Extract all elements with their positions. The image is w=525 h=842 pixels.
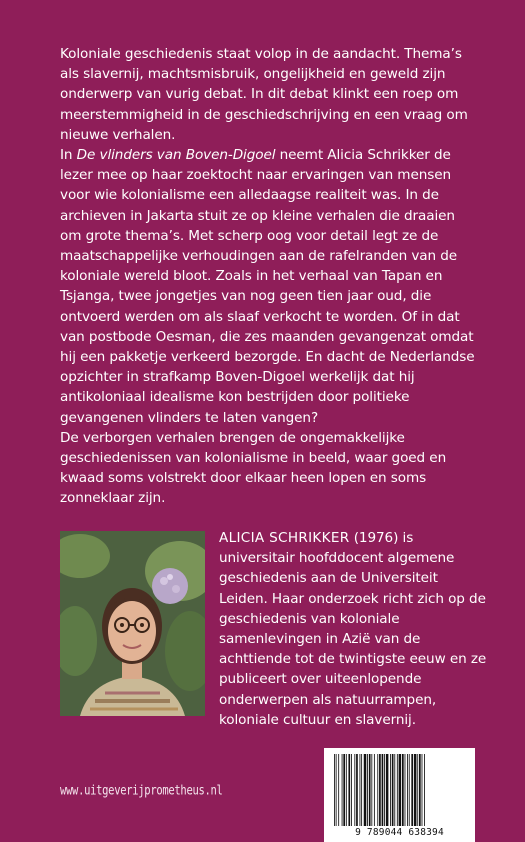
blurb-p2-body: neemt Alicia Schrikker de lezer mee op haar zoektocht naar ervaringen van mensen voor wie kolonialisme een alledaagse realiteit was. In de archieven in Jakarta stuit ze op kleine verhalen die draaien om grote thema’s. Met scherp oog voor detail legt ze de maatschappelijke verhoudingen aan de rafelranden van de koloniale wereld bloot. Zoals in het verhaal van Tapan en Tsjanga, twee jongetjes van nog geen tien jaar oud, die ontvoerd werden om als slaaf verkocht te worden. Of in dat van postbode Oesman, die zes maanden gevangenzat omdat hij een pakketje verkeerd bezorgde. En dacht de Nederlandse opzichter in strafkamp Boven-Digoel werkelijk dat hij antikoloniaal idealisme kon bestrijden door politieke gevangenen vlinders te laten vangen? <box>60 147 475 426</box>
author-bio <box>219 528 489 730</box>
blurb-p2-prefix: In <box>60 147 77 164</box>
author-bio-text: is universitair hoofddocent algemene geschiedenis aan de Universiteit Leiden. Haar onderzoek richt zich op de geschiedenis van koloniale samenlevingen in Azië van de achttiende tot de twintigste eeuw en ze publiceert over uiteenlopende onderwerpen als natuurrampen, koloniale cultuur en slavernij. <box>219 530 487 728</box>
back-cover-blurb <box>60 44 480 509</box>
blurb-paragraph-2 <box>60 145 480 428</box>
book-title: De vlinders van Boven-Digoel <box>76 147 276 164</box>
author-birth-year: (1976) <box>349 530 399 546</box>
isbn-barcode <box>324 748 475 842</box>
blurb-paragraph-1: Koloniale geschiedenis staat volop in de aandacht. Thema’s als slavernij, machtsmisbruik, ongelijkheid en geweld zijn onderwerp van vurig debat. In dit debat klinkt een roep om meerstemmigheid in de geschiedschrijving en een vraag om nieuwe verhalen. <box>60 46 468 143</box>
author-portrait-illustration <box>60 531 205 716</box>
blurb-paragraph-3: De verborgen verhalen brengen de ongemakkelijke geschiedenissen van kolonialisme in beeld, waar goed en kwaad soms volstrekt door elkaar heen lopen en soms zonneklaar zijn. <box>60 429 447 507</box>
isbn-number: 9 789044 638394 <box>355 827 444 838</box>
author-name: ALICIA SCHRIKKER <box>219 530 350 546</box>
author-photo <box>60 531 205 716</box>
publisher-website: www.uitgeverijprometheus.nl <box>60 783 223 798</box>
author-bio-paragraph <box>219 528 489 730</box>
barcode-icon <box>332 754 467 826</box>
